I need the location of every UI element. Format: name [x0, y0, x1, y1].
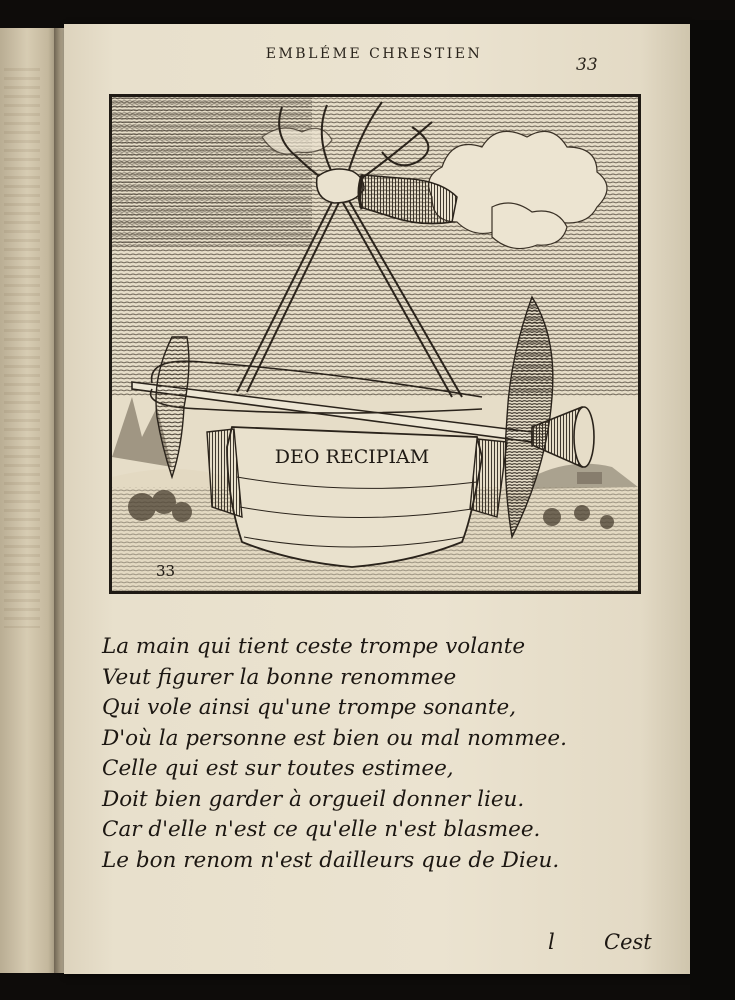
verse-stanza: [102, 632, 662, 876]
verse-line: Car d'elle n'est ce qu'elle n'est blasmee.: [102, 817, 541, 842]
verse-line: Doit bien garder à orgueil donner lieu.: [102, 786, 525, 812]
facing-page-edge: [0, 28, 60, 973]
signature-mark: l: [548, 930, 555, 954]
running-head: EMBLÉME CHRESTIEN: [265, 46, 483, 62]
plate-number: 33: [156, 562, 176, 580]
page-number: 33: [576, 55, 598, 75]
engraving-illustration: [112, 97, 638, 591]
emblem-engraving: [109, 94, 641, 594]
facing-page-show-through: [4, 68, 40, 628]
verse-line: La main qui tient ceste trompe volante: [102, 634, 526, 659]
verse-line: Celle qui est sur toutes estimee,: [102, 756, 454, 781]
verse-line: Veut figurer la bonne renommee: [102, 664, 457, 690]
verse-line: D'où la personne est bien ou mal nommee.: [102, 725, 567, 751]
book-page: [64, 24, 690, 974]
banner-motto: DEO RECIPIAM: [274, 446, 430, 468]
catchword: Cest: [604, 930, 652, 954]
dark-background: [690, 20, 735, 1000]
verse-line: Qui vole ainsi qu'une trompe sonante,: [102, 695, 517, 720]
verse-line: Le bon renom n'est dailleurs que de Dieu.: [102, 847, 560, 873]
